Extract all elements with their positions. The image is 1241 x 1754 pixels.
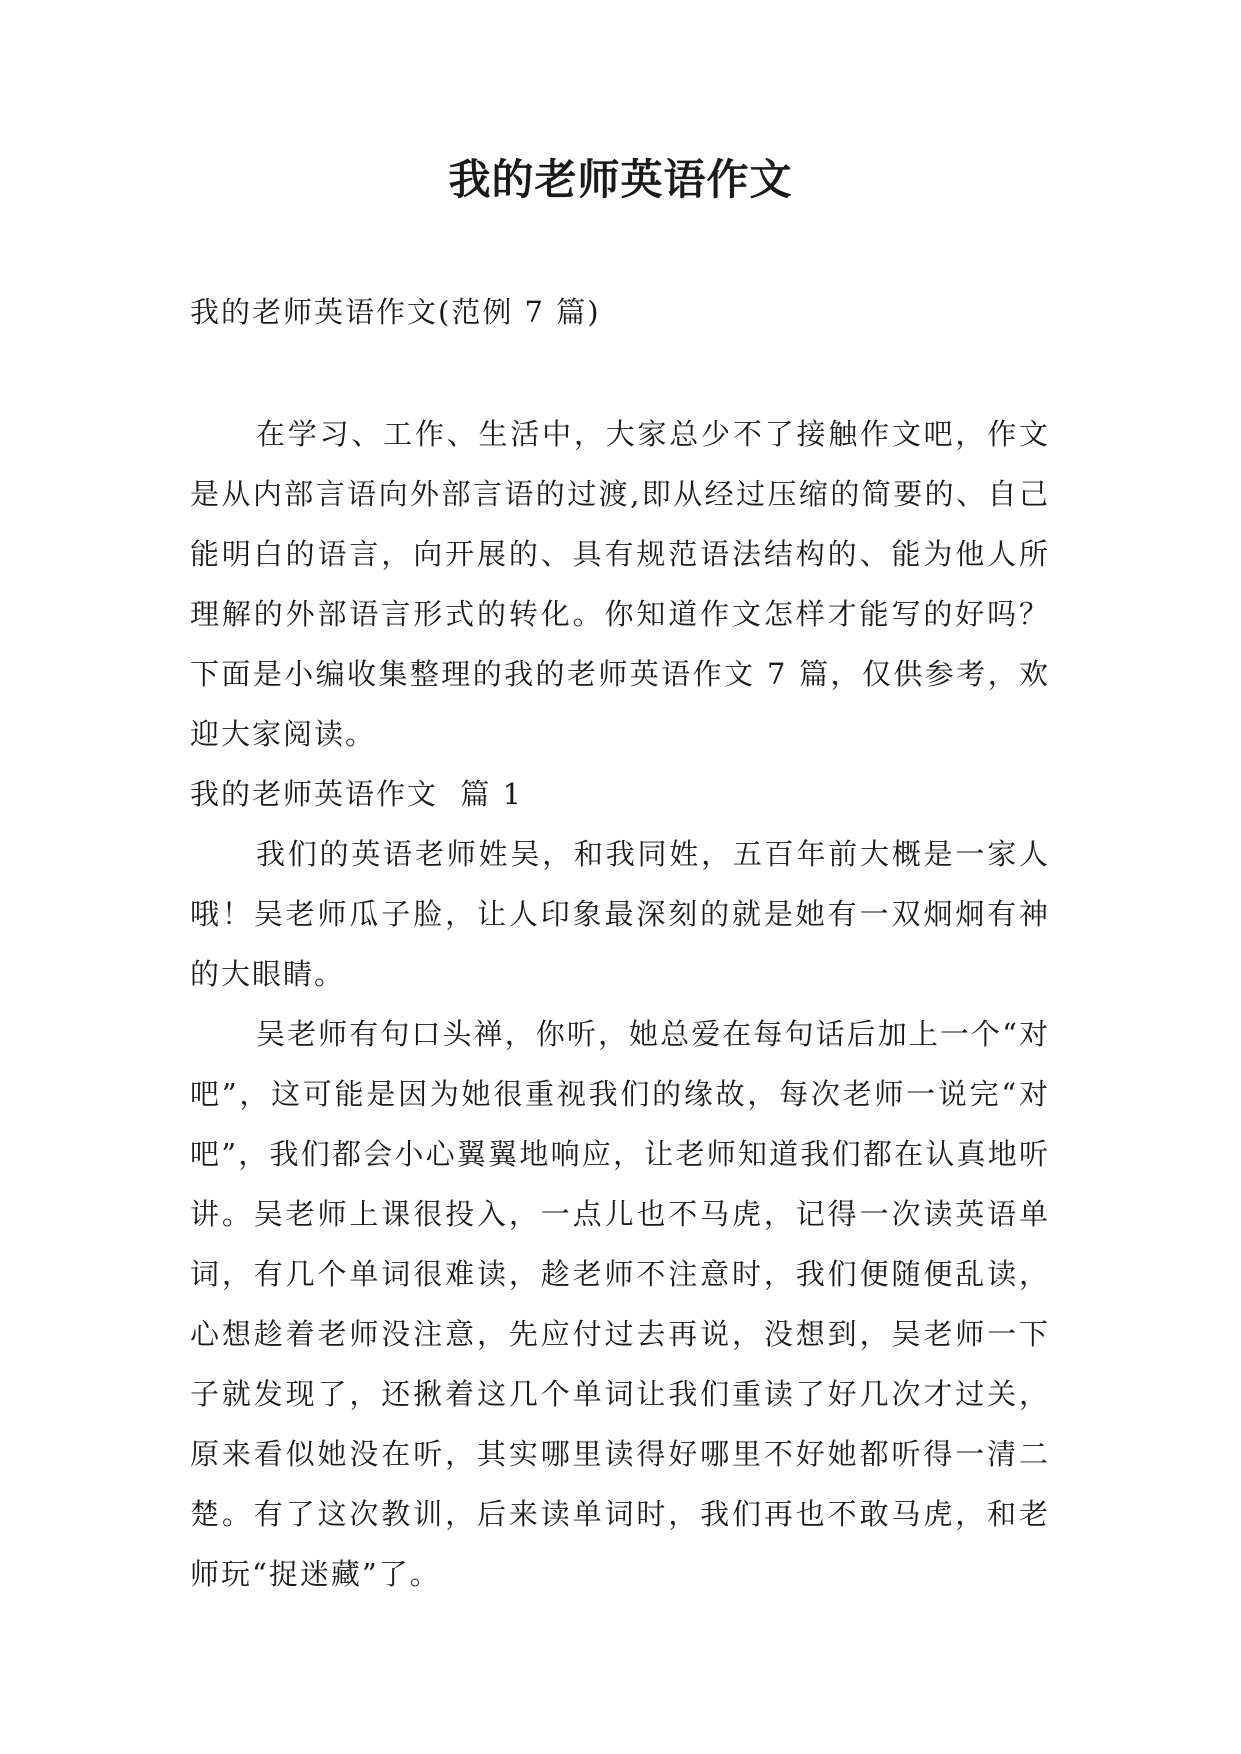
intro-paragraph: 在学习、工作、生活中，大家总少不了接触作文吧，作文是从内部言语向外部言语的过渡,即从经过压缩的简要的、自己能明白的语言，向开展的、具有规范语法结构的、能为他人所理解的外部语言形式的转化。你知道作文怎样才能写的好吗？下面是小编收集整理的我的老师英语作文 7 篇，仅供参考，欢迎大家阅读。 bbox=[190, 417, 1050, 751]
document-subtitle: 我的老师英语作文(范例 7 篇) bbox=[190, 295, 601, 329]
document-title: 我的老师英语作文 bbox=[448, 155, 793, 204]
body-paragraph: 我们的英语老师姓吴，和我同姓，五百年前大概是一家人哦！吴老师瓜子脸，让人印象最深刻的就是她有一双炯炯有神的大眼睛。 bbox=[190, 837, 1050, 991]
section-heading: 我的老师英语作文 篇 1 bbox=[190, 777, 524, 811]
body-paragraph: 吴老师有句口头禅，你听，她总爱在每句话后加上一个“对吧”，这可能是因为她很重视我们的缘故，每次老师一说完“对吧”，我们都会小心翼翼地响应，让老师知道我们都在认真地听讲。吴老师上课很投入，一点儿也不马虎，记得一次读英语单词，有几个单词很难读，趁老师不注意时，我们便随便乱读，心想趁着老师没注意，先应付过去再说，没想到，吴老师一下子就发现了，还揪着这几个单词让我们重读了好几次才过关，原来看似她没在听，其实哪里读得好哪里不好她都听得一清二楚。有了这次教训，后来读单词时，我们再也不敢马虎，和老师玩“捉迷藏”了。 bbox=[190, 1017, 1050, 1591]
document-body bbox=[190, 404, 1050, 1604]
